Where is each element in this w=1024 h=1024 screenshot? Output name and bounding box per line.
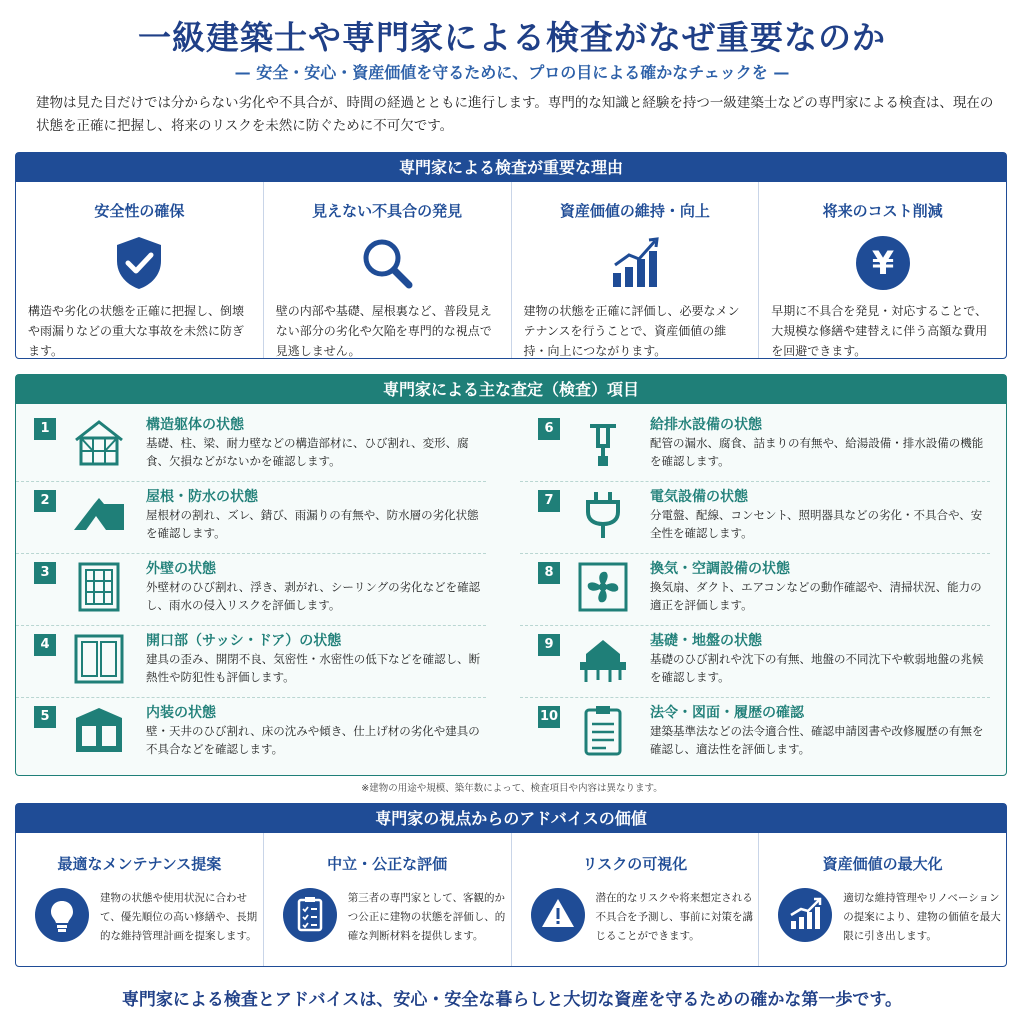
item-text: 基礎のひび割れや沈下の有無、地盤の不同沈下や軟弱地盤の兆候を確認します。: [650, 652, 984, 684]
wall-icon: [72, 560, 126, 614]
reason-text: 構造や劣化の状態を正確に把握し、倒壊や雨漏りなどの重大な事故を未然に防ぎます。: [28, 304, 245, 358]
item-title: 法令・図面・履歴の確認: [650, 705, 804, 721]
item-title: 給排水設備の状態: [650, 417, 762, 433]
advice-title: リスクの可視化: [582, 855, 688, 873]
bar-chart-up-icon: [605, 233, 665, 293]
item-number: 8: [538, 562, 560, 584]
magnifier-icon: [357, 233, 417, 293]
item-number: 10: [538, 706, 560, 728]
reasons-section: [15, 152, 1007, 359]
item-number: 1: [34, 418, 56, 440]
inspection-item: [520, 698, 990, 770]
advice-card-value: [759, 833, 1006, 966]
reason-title: 見えない不具合の発見: [312, 202, 463, 220]
advice-section: [15, 803, 1007, 967]
clipboard-icon: [576, 704, 630, 758]
item-number: 6: [538, 418, 560, 440]
item-text: 屋根材の割れ、ズレ、錆び、雨漏りの有無や、防水層の劣化状態を確認します。: [146, 508, 479, 540]
item-title: 換気・空調設備の状態: [650, 561, 790, 577]
inspection-item: [520, 626, 990, 698]
advice-card-neutral: [264, 833, 512, 966]
inspection-item: [520, 410, 990, 482]
advice-text: 潜在的なリスクや将来想定される不具合を予測し、事前に対策を講じることができます。: [595, 892, 753, 942]
advice-heading: 専門家の視点からのアドバイスの価値: [16, 804, 1006, 833]
inspection-item: [16, 410, 486, 482]
item-title: 開口部（サッシ・ドア）の状態: [146, 633, 342, 649]
foundation-icon: [576, 632, 630, 686]
house-frame-icon: [72, 416, 126, 470]
footer-message: 専門家による検査とアドバイスは、安心・安全な暮らしと大切な資産を守るための確かな第一歩です。: [121, 990, 903, 1010]
growth-chart-icon: [777, 887, 833, 943]
roof-icon: [72, 488, 126, 542]
inspection-note: ※建物の用途や規模、築年数によって、検査項目や内容は異なります。: [361, 783, 663, 794]
yen-icon: [853, 233, 913, 293]
item-number: 4: [34, 634, 56, 656]
inspection-item: [16, 482, 486, 554]
item-text: 配管の漏水、腐食、詰まりの有無や、給湯設備・排水設備の機能を確認します。: [650, 436, 984, 468]
page-subtitle: — 安全・安心・資産価値を守るために、プロの目による確かなチェックを —: [234, 63, 790, 82]
item-title: 内装の状態: [146, 705, 216, 721]
page-title: 一級建築士や専門家による検査がなぜ重要なのか: [138, 18, 886, 57]
item-title: 構造躯体の状態: [146, 417, 244, 433]
inspection-item: [16, 698, 486, 770]
reason-card-cost: [759, 182, 1006, 358]
inspection-heading: 専門家による主な査定（検査）項目: [16, 375, 1006, 404]
item-number: 5: [34, 706, 56, 728]
item-text: 建築基準法などの法令適合性、確認申請図書や改修履歴の有無を確認し、適法性を評価します。: [650, 724, 984, 756]
advice-text: 適切な維持管理やリノベーションの提案により、建物の価値を最大限に引き出します。: [843, 892, 1001, 942]
item-text: 壁・天井のひび割れ、床の沈みや傾き、仕上げ材の劣化や建具の不具合などを確認します。: [146, 724, 480, 756]
advice-text: 第三者の専門家として、客観的かつ公正に建物の状態を評価し、的確な判断材料を提供します。: [347, 892, 506, 942]
reason-title: 安全性の確保: [94, 202, 185, 220]
advice-text: 建物の状態や使用状況に合わせて、優先順位の高い修繕や、長期的な維持管理計画を提案します。: [100, 892, 258, 942]
reason-text: 建物の状態を正確に評価し、必要なメンテナンスを行うことで、資産価値の維持・向上につながります。: [523, 304, 740, 358]
lightbulb-icon: [34, 887, 90, 943]
item-text: 建具の歪み、開閉不良、気密性・水密性の低下などを確認し、断熱性や防犯性も評価します。: [146, 652, 481, 684]
item-title: 外壁の状態: [146, 561, 216, 577]
reason-card-safety: [16, 182, 264, 358]
item-number: 2: [34, 490, 56, 512]
item-number: 9: [538, 634, 560, 656]
advice-title: 最適なメンテナンス提案: [57, 855, 222, 873]
item-number: 7: [538, 490, 560, 512]
interior-icon: [72, 704, 126, 758]
svg-text:¥: ¥: [871, 244, 894, 282]
reason-title: 将来のコスト削減: [822, 202, 943, 220]
reason-text: 早期に不具合を発見・対応することで、大規模な修繕や建替えに伴う高額な費用を回避できます。: [771, 304, 988, 358]
item-text: 分電盤、配線、コンセント、照明器具などの劣化・不具合や、安全性を確認します。: [650, 508, 983, 540]
plug-icon: [576, 488, 630, 542]
shield-check-icon: [109, 233, 169, 293]
intro-paragraph: 建物は見た目だけでは分からない劣化や不具合が、時間の経過とともに進行します。専門的な知識と経験を持つ一級建築士などの専門家による検査は、現在の状態を正確に把握し、将来のリスクを未然に防ぐために不可欠です。: [36, 95, 994, 134]
item-text: 基礎、柱、梁、耐力壁などの構造部材に、ひび割れ、変形、腐食、欠損などがないかを確認します。: [146, 436, 469, 468]
item-title: 基礎・地盤の状態: [650, 633, 762, 649]
advice-title: 資産価値の最大化: [822, 855, 943, 873]
checklist-icon: [282, 887, 338, 943]
item-title: 屋根・防水の状態: [146, 489, 258, 505]
reason-card-discovery: [264, 182, 512, 358]
warning-icon: [530, 887, 586, 943]
advice-card-maintenance: [16, 833, 264, 966]
reasons-heading: 専門家による検査が重要な理由: [16, 153, 1006, 182]
item-title: 電気設備の状態: [650, 489, 748, 505]
advice-title: 中立・公正な評価: [327, 855, 448, 873]
inspection-item: [520, 482, 990, 554]
reason-card-asset: [512, 182, 760, 358]
item-text: 外壁材のひび割れ、浮き、剥がれ、シーリングの劣化などを確認し、雨水の侵入リスクを評価します。: [146, 580, 481, 612]
pipe-icon: [576, 416, 630, 470]
inspection-item: [520, 554, 990, 626]
window-icon: [72, 632, 126, 686]
reason-title: 資産価値の維持・向上: [559, 202, 710, 220]
fan-icon: [576, 560, 630, 614]
item-number: 3: [34, 562, 56, 584]
advice-card-risk: [512, 833, 760, 966]
inspection-section: [15, 374, 1007, 776]
inspection-item: [16, 554, 486, 626]
inspection-item: [16, 626, 486, 698]
reason-text: 壁の内部や基礎、屋根裏など、普段見えない部分の劣化や欠陥を専門的な視点で見逃しません。: [275, 304, 492, 358]
item-text: 換気扇、ダクト、エアコンなどの動作確認や、清掃状況、能力の適正を評価します。: [650, 580, 982, 612]
